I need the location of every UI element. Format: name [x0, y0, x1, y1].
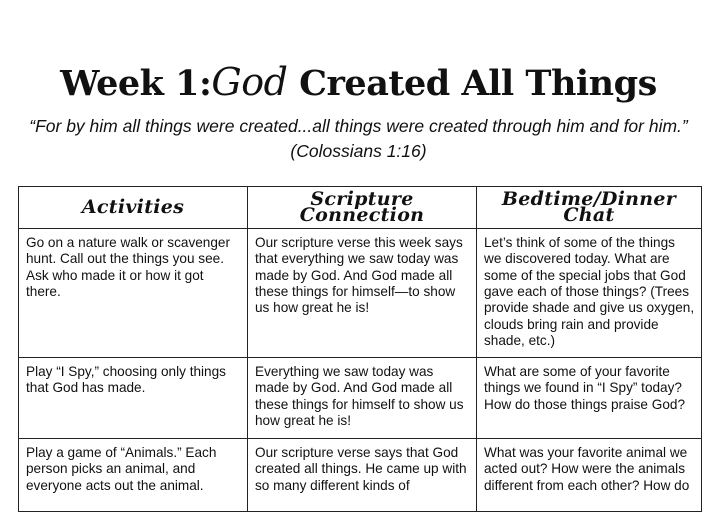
header-scripture-connection: Scripture Connection	[248, 187, 477, 229]
activity-cell: Go on a nature walk or scavenger hunt. Call out the things you see. Ask who made it or how it got there.	[19, 228, 248, 357]
table-row	[19, 228, 702, 357]
activity-table	[18, 186, 702, 512]
table-row	[19, 438, 702, 511]
chat-cell: What are some of your favorite things we found in “I Spy” today? How do those things praise God?	[477, 357, 702, 438]
table-header-row	[19, 187, 702, 229]
scripture-cell: Our scripture verse says that God created all things. He came up with so many different kinds of	[248, 438, 477, 511]
activity-cell: Play “I Spy,” choosing only things that God has made.	[19, 357, 248, 438]
table-row	[19, 357, 702, 438]
scripture-verse: “For by him all things were created...all things were created through him and for him.” (Colossians 1:16)	[29, 116, 688, 161]
activity-cell: Play a game of “Animals.” Each person picks an animal, and everyone acts out the animal.	[19, 438, 248, 511]
header-activities: Activities	[19, 187, 248, 229]
header-bedtime-dinner-chat: Bedtime/Dinner Chat	[477, 187, 702, 229]
chat-cell: Let’s think of some of the things we discovered today. What are some of the special jobs that God gave each of those things? (Trees provide shade and give us oxygen, clouds bring rain and provide shade, etc.)	[477, 228, 702, 357]
title-prefix: Week 1:	[60, 63, 212, 104]
page-title	[0, 58, 717, 108]
scripture-cell: Everything we saw today was made by God. And God made all these things for himself to show us how great he is!	[248, 357, 477, 438]
title-script-word: God	[211, 60, 288, 104]
scripture-cell: Our scripture verse this week says that everything we saw today was made by God. And God made all these things for himself—to show us how great he is!	[248, 228, 477, 357]
chat-cell: What was your favorite animal we acted out? How were the animals different from each other? How do	[477, 438, 702, 511]
title-suffix: Created All Things	[299, 63, 657, 104]
